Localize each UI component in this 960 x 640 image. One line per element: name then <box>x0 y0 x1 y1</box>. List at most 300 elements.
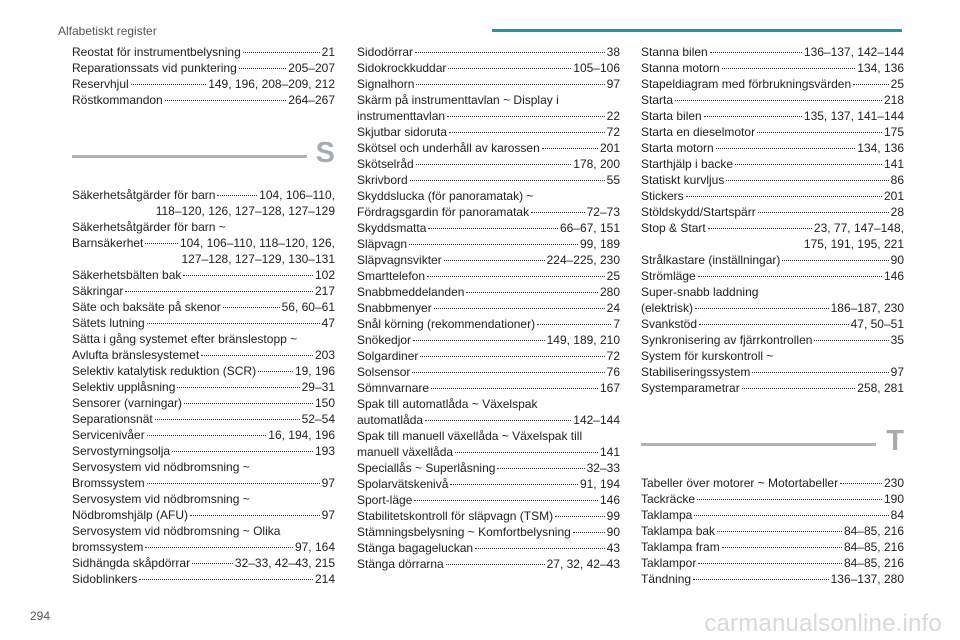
dot-leader <box>675 100 882 101</box>
index-entry <box>641 124 904 140</box>
index-entry-term: Stop & Start <box>641 221 706 235</box>
dot-leader <box>704 116 802 117</box>
index-entry-term: Systemparametrar <box>641 381 740 395</box>
dot-leader <box>184 403 313 404</box>
index-entry <box>641 60 904 76</box>
index-entry-pages: 72 <box>606 349 620 363</box>
index-entry-pages: 149, 189, 210 <box>546 333 620 347</box>
dot-leader <box>413 340 545 341</box>
index-entry-term: Skötsel och underhåll av karossen <box>357 141 540 155</box>
index-entry-row <box>357 124 620 140</box>
index-entry-row <box>641 507 904 523</box>
index-entry-pages: 280 <box>599 285 620 299</box>
index-entry-pages: 84–85, 216 <box>843 556 904 570</box>
dot-leader <box>542 148 598 149</box>
dot-leader <box>177 387 299 388</box>
dot-leader <box>131 84 207 85</box>
dot-leader <box>201 355 313 356</box>
index-entry-row <box>72 555 335 571</box>
index-entry-row <box>641 364 904 380</box>
index-entry-term: Skötselråd <box>357 157 414 171</box>
dot-leader <box>449 132 605 133</box>
index-entry-pages: 141 <box>883 157 904 171</box>
index-entry-term: Starta <box>641 93 674 107</box>
index-entry-pages: 97 <box>606 77 620 91</box>
index-entry-row <box>357 524 620 540</box>
index-entry-pages: 136–137, 280 <box>830 572 904 586</box>
dot-leader <box>710 52 802 53</box>
index-entry-row <box>357 108 620 124</box>
index-entry <box>72 187 335 219</box>
index-entry-pages: 104, 106–110, <box>259 188 335 202</box>
index-entry-pages: 146 <box>599 493 620 507</box>
index-entry-pages: 76 <box>606 365 620 379</box>
index-entry-term: manuell växellåda <box>357 445 454 459</box>
index-entry-term-line: Säkerhetsåtgärder för barn ~ <box>72 220 226 234</box>
dot-leader <box>697 499 882 500</box>
index-entry-pages: 38 <box>606 45 620 59</box>
index-entry-term: Taklampa <box>641 508 693 522</box>
index-entry-row <box>357 492 620 508</box>
index-entry-term: Sport-läge <box>357 493 413 507</box>
index-entry <box>641 44 904 60</box>
dot-leader <box>735 164 882 165</box>
index-entry-row <box>357 140 620 156</box>
index-entry <box>641 172 904 188</box>
index-entry-term: Stämningsbelysning ~ Komfortbelysning <box>357 525 571 539</box>
index-entry <box>641 332 904 348</box>
index-entry-row <box>72 315 335 331</box>
index-entry-term-line: Servosystem vid nödbromsning ~ <box>72 460 250 474</box>
index-entry-row <box>641 539 904 555</box>
index-entry-pages: 230 <box>883 476 904 490</box>
index-entry-row <box>72 363 335 379</box>
dot-leader <box>686 196 882 197</box>
index-entry-term-line: Servosystem vid nödbromsning ~ Olika <box>72 524 281 538</box>
index-entry-row <box>72 283 335 299</box>
dot-leader <box>448 68 571 69</box>
index-entry-term: Spolarvätskenivå <box>357 477 449 491</box>
index-entry-term: Stabilitetskontroll för släpvagn (TSM) <box>357 509 554 523</box>
index-entry-row <box>641 108 904 124</box>
index-entry-term: Strömläge <box>641 269 696 283</box>
index-entry <box>72 299 335 315</box>
index-entry <box>641 555 904 571</box>
index-entry-term: Släpvagnsvikter <box>357 253 442 267</box>
index-entry-pages: 86 <box>890 173 904 187</box>
dot-leader <box>192 563 233 564</box>
index-entry-row <box>357 316 620 332</box>
index-entry-row <box>72 235 335 251</box>
index-entry <box>357 252 620 268</box>
index-entry-pages: 99, 189 <box>579 237 620 251</box>
index-entry <box>641 571 904 587</box>
dot-leader <box>757 132 882 133</box>
index-entry <box>72 555 335 571</box>
index-entry-pages: 97 <box>321 508 335 522</box>
dot-leader <box>409 244 578 245</box>
index-entry-pages: 150 <box>314 396 335 410</box>
index-entry <box>641 268 904 284</box>
index-entry-term: Taklampa fram <box>641 540 720 554</box>
index-entry-pages: 35 <box>890 333 904 347</box>
index-entry-term: Statiskt kurvljus <box>641 173 725 187</box>
index-entry-pages-continued: 127–128, 127–129, 130–131 <box>181 252 335 266</box>
index-entry-row <box>72 379 335 395</box>
index-entry-row <box>641 491 904 507</box>
index-entry-row <box>357 348 620 364</box>
index-entry-term: Röstkommandon <box>72 93 163 107</box>
dot-leader <box>853 84 889 85</box>
index-column-2 <box>357 44 620 572</box>
index-entry-pages: 47, 50–51 <box>850 317 904 331</box>
index-entry-term: Tackräcke <box>641 492 696 506</box>
index-entry-row <box>641 316 904 332</box>
index-entry-row <box>357 508 620 524</box>
dot-leader <box>145 243 178 244</box>
dot-leader <box>434 308 605 309</box>
index-entry-row <box>641 332 904 348</box>
index-entry-term: Solsensor <box>357 365 411 379</box>
index-entry-term: Skrivbord <box>357 173 408 187</box>
index-entry-term: Starta en dieselmotor <box>641 125 756 139</box>
index-entry-pages: 72 <box>606 125 620 139</box>
index-entry <box>72 363 335 379</box>
index-entry-row <box>357 236 620 252</box>
index-column-3 <box>641 44 904 587</box>
index-entry <box>641 507 904 523</box>
index-entry-term: Skjutbar sidoruta <box>357 125 448 139</box>
index-entry-row <box>357 156 620 172</box>
index-entry-row <box>641 60 904 76</box>
index-entry <box>357 172 620 188</box>
index-entry-pages: 84–85, 216 <box>843 540 904 554</box>
index-entry-term: instrumenttavlan <box>357 109 446 123</box>
index-entry-term-line: Servosystem vid nödbromsning ~ <box>72 492 250 506</box>
index-entry-term: Säkerhetsbälten bak <box>72 268 182 282</box>
index-entry <box>357 348 620 364</box>
index-entry-row <box>72 187 335 203</box>
index-entry-row <box>72 427 335 443</box>
index-entry-row <box>357 460 620 476</box>
dot-leader <box>694 515 888 516</box>
index-entry-pages: 142–144 <box>573 413 620 427</box>
index-entry-row <box>357 252 620 268</box>
index-entry-term: Taklampor <box>641 556 697 570</box>
index-entry-row <box>72 299 335 315</box>
index-entry-pages: 205–207 <box>288 61 335 75</box>
dot-leader <box>698 276 882 277</box>
index-entry-term: automatlåda <box>357 413 424 427</box>
dot-leader <box>814 340 888 341</box>
index-entry <box>357 524 620 540</box>
dot-leader <box>431 388 598 389</box>
dot-leader <box>416 84 604 85</box>
index-entry-row <box>357 60 620 76</box>
index-entry-term: Stänga bagageluckan <box>357 541 474 555</box>
index-entry-pages: 203 <box>314 348 335 362</box>
index-entry-pages: 32–33 <box>586 461 620 475</box>
dot-leader <box>183 275 313 276</box>
index-entry-pages: 24 <box>606 301 620 315</box>
index-entry-term-line: Skärm på instrumenttavlan ~ Display i <box>357 93 559 107</box>
index-entry-term: Sömnvarnare <box>357 381 430 395</box>
dot-leader <box>752 372 888 373</box>
index-entry-term-line: Spak till automatlåda ~ Växelspak <box>357 397 538 411</box>
index-entry <box>72 523 335 555</box>
index-entry-term-line: Super-snabb laddning <box>641 285 759 299</box>
index-entry <box>357 268 620 284</box>
index-entry-row <box>357 556 620 572</box>
index-entry-pages: 135, 137, 141–144 <box>803 109 904 123</box>
index-entry-row <box>72 92 335 108</box>
index-entry-row <box>72 347 335 363</box>
index-entry <box>641 380 904 396</box>
dot-leader <box>537 324 611 325</box>
index-entry <box>641 491 904 507</box>
index-entry-row <box>357 284 620 300</box>
index-entry-term: Reparationssats vid punktering <box>72 61 237 75</box>
index-entry-row <box>641 475 904 491</box>
index-entry <box>357 300 620 316</box>
index-entry <box>641 92 904 108</box>
index-entry-pages: 201 <box>599 141 620 155</box>
dot-leader <box>717 531 842 532</box>
index-entry-term: Stickers <box>641 189 684 203</box>
index-entry-pages: 28 <box>890 205 904 219</box>
index-entry-row <box>72 539 335 555</box>
index-entry <box>357 60 620 76</box>
index-entry <box>357 44 620 60</box>
index-entry-pages: 97, 164 <box>294 540 335 554</box>
index-entry-term: Synkronisering av fjärrkontrollen <box>641 333 813 347</box>
index-entry-row <box>641 220 904 236</box>
index-entry-term: Starta motorn <box>641 141 714 155</box>
index-entry <box>357 332 620 348</box>
index-entry-row <box>641 92 904 108</box>
index-entry-pages: 178, 200 <box>573 157 620 171</box>
index-entry <box>357 220 620 236</box>
index-entry-term: Säte och baksäte på skenor <box>72 300 221 314</box>
index-entry-row <box>641 44 904 60</box>
index-entry-row <box>641 140 904 156</box>
watermark-text: carmanualsonline.info <box>704 610 942 637</box>
dot-leader <box>425 420 571 421</box>
index-entry-term: Släpvagn <box>357 237 408 251</box>
dot-leader <box>782 260 888 261</box>
index-entry <box>641 108 904 124</box>
dot-leader <box>497 468 584 469</box>
index-entry-term: Starta bilen <box>641 109 702 123</box>
index-entry-row <box>357 204 620 220</box>
index-entry-row <box>357 76 620 92</box>
index-entry-row <box>72 507 335 523</box>
index-entry <box>641 523 904 539</box>
index-entry <box>357 284 620 300</box>
index-entry-pages: 55 <box>606 173 620 187</box>
index-entry-row <box>72 60 335 76</box>
index-entry-pages: 146 <box>883 269 904 283</box>
index-entry-row <box>72 443 335 459</box>
dot-leader <box>415 52 605 53</box>
index-entry-pages: 201 <box>883 189 904 203</box>
index-entry-term: bromssystem <box>72 540 144 554</box>
index-entry-pages: 104, 106–110, 118–120, 126, <box>179 236 335 250</box>
index-entry-pages: 72–73 <box>586 205 620 219</box>
dot-leader <box>726 180 888 181</box>
index-entry-pages: 56, 60–61 <box>281 300 335 314</box>
dot-leader <box>145 547 293 548</box>
dot-leader <box>699 324 849 325</box>
index-entry <box>357 428 620 460</box>
index-entry-pages: 218 <box>883 93 904 107</box>
index-entry-term: Stöldskydd/Startspärr <box>641 205 756 219</box>
dot-leader <box>190 515 320 516</box>
index-entry-term-line: Spak till manuell växellåda ~ Växelspak till <box>357 429 583 443</box>
index-entry <box>641 204 904 220</box>
index-entry-pages: 190 <box>883 492 904 506</box>
index-entry-pages: 97 <box>321 476 335 490</box>
index-entry-term: Taklampa bak <box>641 524 716 538</box>
index-entry-term: Bromssystem <box>72 476 145 490</box>
index-entry <box>641 316 904 332</box>
index-entry-row <box>641 523 904 539</box>
index-entry <box>641 284 904 316</box>
dot-leader <box>147 483 320 484</box>
index-entry-term: (elektrisk) <box>641 301 694 315</box>
dot-leader <box>742 388 856 389</box>
index-entry-row <box>641 571 904 587</box>
index-entry <box>357 380 620 396</box>
dot-leader <box>217 195 257 196</box>
index-entry-pages-continued: 118–120, 126, 127–128, 127–129 <box>155 204 335 218</box>
dot-leader <box>428 228 558 229</box>
dot-leader <box>172 451 313 452</box>
index-entry-term: Snabbmenyer <box>357 301 432 315</box>
header-accent-bar <box>492 29 902 32</box>
index-entry-term-line: Sätta i gång systemet efter bränslestopp ~ <box>72 332 298 346</box>
index-entry-term: Tändning <box>641 572 692 586</box>
index-entry-term: Avlufta bränslesystemet <box>72 348 200 362</box>
index-entry <box>357 76 620 92</box>
page-number: 294 <box>30 609 51 623</box>
index-entry-pages: 141 <box>599 445 620 459</box>
dot-leader <box>444 260 545 261</box>
index-entry <box>357 492 620 508</box>
index-entry <box>72 92 335 108</box>
index-entry-pages: 16, 194, 196 <box>268 428 335 442</box>
index-entry-pages: 19, 196 <box>294 364 335 378</box>
index-entry-pages: 167 <box>599 381 620 395</box>
index-entry-pages: 27, 32, 42–43 <box>546 557 620 571</box>
index-entry <box>72 491 335 523</box>
index-entry-row <box>641 156 904 172</box>
index-entry <box>72 571 335 587</box>
index-entry-pages: 7 <box>613 317 620 331</box>
index-entry-term: Sidodörrar <box>357 45 414 59</box>
index-entry-row <box>357 268 620 284</box>
index-entry-pages: 264–267 <box>288 93 335 107</box>
index-entry-pages: 149, 196, 208–209, 212 <box>208 77 335 91</box>
index-entry-row <box>357 300 620 316</box>
index-entry-row <box>641 172 904 188</box>
index-entry-row <box>72 475 335 491</box>
index-entry-term: Stänga dörrarna <box>357 557 444 571</box>
index-entry-term: Svankstöd <box>641 317 698 331</box>
index-entry-row <box>641 268 904 284</box>
index-entry <box>357 156 620 172</box>
index-entry-pages-continued: 175, 191, 195, 221 <box>803 237 904 251</box>
index-entry-pages: 25 <box>890 77 904 91</box>
index-entry-term: Solgardiner <box>357 349 419 363</box>
index-entry-row <box>72 267 335 283</box>
dot-leader <box>420 356 604 357</box>
index-entry <box>641 475 904 491</box>
index-entry <box>641 539 904 555</box>
index-entry-term: Selektiv upplåsning <box>72 380 176 394</box>
index-entry-term: Snål körning (rekommendationer) <box>357 317 536 331</box>
dot-leader <box>223 307 280 308</box>
section-letter: T <box>886 425 904 457</box>
index-entry-row <box>641 380 904 396</box>
dot-leader <box>693 579 829 580</box>
index-entry <box>72 427 335 443</box>
index-entry-row <box>357 44 620 60</box>
dot-leader <box>475 548 605 549</box>
dot-leader <box>446 564 545 565</box>
index-entry-term: Skyddsmatta <box>357 221 427 235</box>
dot-leader <box>722 547 842 548</box>
index-entry-term: Nödbromshjälp (AFU) <box>72 508 189 522</box>
index-entry <box>72 60 335 76</box>
index-entry <box>357 396 620 428</box>
index-entry-row <box>72 76 335 92</box>
index-entry-term: Strålkastare (inställningar) <box>641 253 781 267</box>
index-entry <box>357 508 620 524</box>
dot-leader <box>698 563 842 564</box>
index-entry <box>641 252 904 268</box>
index-entry-term: Stanna bilen <box>641 45 708 59</box>
dot-leader <box>531 212 585 213</box>
index-entry <box>72 44 335 60</box>
index-entry-pages: 99 <box>606 509 620 523</box>
index-column-1 <box>72 44 335 587</box>
index-entry-term: Stabiliseringssystem <box>641 365 751 379</box>
index-entry-term: Sidokrockkuddar <box>357 61 447 75</box>
dot-leader <box>427 276 605 277</box>
dot-leader <box>450 484 578 485</box>
dot-leader <box>758 212 889 213</box>
dot-leader <box>147 323 320 324</box>
index-entry <box>357 364 620 380</box>
index-entry-pages: 214 <box>314 572 335 586</box>
index-entry-pages: 97 <box>890 365 904 379</box>
index-entry-term: Speciallås ~ Superlåsning <box>357 461 496 475</box>
index-entry-term: Smarttelefon <box>357 269 426 283</box>
dot-leader <box>722 68 856 69</box>
index-entry-pages: 47 <box>321 316 335 330</box>
index-entry <box>357 92 620 124</box>
index-entry-row <box>357 444 620 460</box>
index-entry-term: Tabeller över motorer ~ Motortabeller <box>641 476 839 490</box>
index-entry <box>357 556 620 572</box>
index-entry-term: Stapeldiagram med förbrukningsvärden <box>641 77 852 91</box>
index-entry-term: Starthjälp i backe <box>641 157 734 171</box>
index-entry-pages: 29–31 <box>301 380 335 394</box>
index-entry-pages: 91, 194 <box>579 477 620 491</box>
index-entry-row <box>641 204 904 220</box>
index-entry <box>72 379 335 395</box>
